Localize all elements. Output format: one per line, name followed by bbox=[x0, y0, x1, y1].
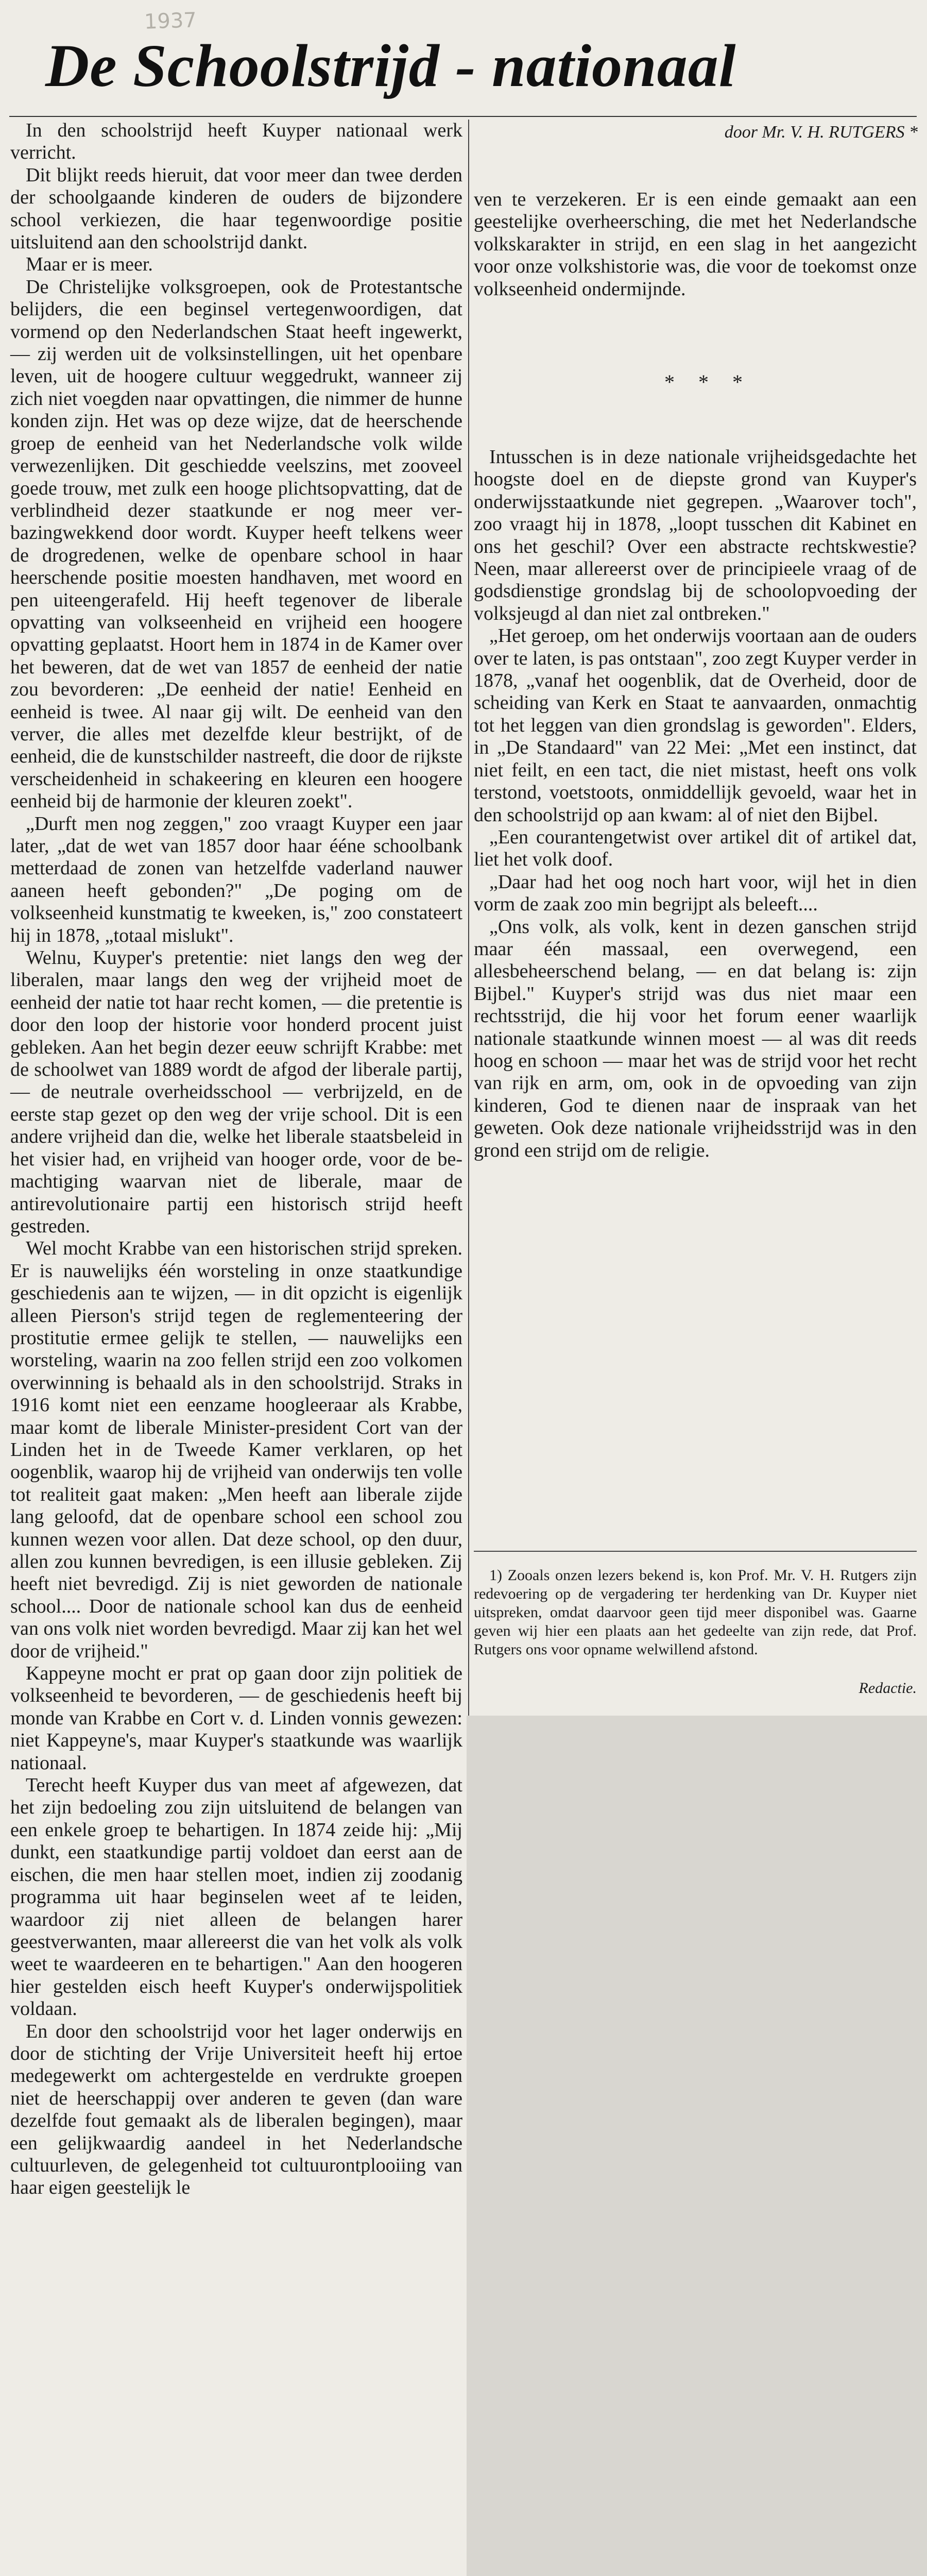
paragraph: Maar er is meer. bbox=[26, 253, 153, 276]
paragraph: In den schoolstrijd heeft Kuyper nationaal werk verricht. bbox=[10, 120, 462, 164]
paragraph: „Durft men nog zeggen," zoo vraagt Kuyper een jaar later, „dat de wet van 1857 door haar ééne schoolbank metterdaad de zonen van hetzelfde vaderland nauwer aaneen heeft gebonden?" „De poging om de volkseenheid kunstmatig te kweeken, is," zoo constateert hij in 1878, „totaal mislukt". bbox=[10, 812, 462, 946]
paragraph: Intusschen is in deze nationale vrijheidsgedachte het hoogste doel en de diepste grond van Kuyper's onderwijsstaatkunde niet gegrepen. „Waarover toch", zoo vraagt hij in 1878, „loopt tusschen dit Kabinet en ons het geschil? Over een abstracte rechtskwestie? Neen, maar allereerst over de principieele vraag of de godsdienstige grondslag bij de schoolopvoeding der volksjeugd al dan niet zal ontbreken." bbox=[474, 446, 917, 624]
right-column bbox=[474, 446, 917, 1162]
footnote-rule bbox=[474, 1551, 917, 1552]
byline: door Mr. V. H. RUTGERS * bbox=[724, 123, 918, 142]
section-break-stars: * * * bbox=[664, 370, 752, 394]
paragraph: ven te verzekeren. Er is een einde gemaakt aan een geestelijke overheersching, die met het Nederlandsche volkskarakter in strijd, en een slag in het aangezicht voor onze volkshistorie was, die voor de toekomst onze volkseenheid ondermijnde. bbox=[474, 189, 917, 300]
title-rule bbox=[9, 116, 917, 117]
article-title: De Schoolstrijd - nationaal bbox=[45, 32, 736, 99]
left-column bbox=[10, 120, 462, 2199]
paragraph: Dit blijkt reeds hieruit, dat voor meer dan twee derden der schoolgaande kinderen de ouders de bijzondere school verkiezen, die haar tegenwoordige positie uitsluitend aan den schoolstrijd dankt. bbox=[10, 164, 462, 253]
paragraph: De Christelijke volksgroepen, ook de Protestantsche belijders, die een beginsel vertegenwoordigen, dat vormend op den Nederlandschen Staat heeft ingewerkt, — zij werden uit de volksinstellingen, uit het openbare leven, uit de hoogere cultuur weggedrukt, wanneer zij zich niet voegden naar opvattingen, die nimmer de hunne konden zijn. Het was op deze wijze, dat de heerschende groep de eenheid van het Nederlandsche volk wilde verwezenlijken. Dit geschiedde veelszins, met zooveel goede trouw, met zulk een hooge plichtsopvatting, dat de verblindheid dezer staatkunde er nog meer verbazingwekkend door wordt. Kuyper heeft telkens weer de drogredenen, welke de openbare school in haar heerschende positie moesten handhaven, met woord en pen uiteengerafeld. Hij heeft tegenover de liberale opvatting van volkseenheid en vrijheid een hoogere opvatting geplaatst. Hoort hem in 1874 in de Kamer over het beweren, dat de wet van 1857 de eenheid der natie zou bevorderen: „De eenheid der natie! Eenheid en eenheid is twee. Al naar gij wilt. De eenheid van den verver, die alles met dezelfde kleur bestrijkt, of de eenheid, die de kunstschilder nastreeft, die door de rijkste verscheidenheid in schakeering en kleuren een hoogere eenheid bij de harmonie der kleuren zoekt". bbox=[10, 276, 462, 812]
paragraph: Kappeyne mocht er prat op gaan door zijn politiek de volkseenheid te bevorderen, — de geschiedenis heeft bij monde van Krabbe en Cort v. d. Linden vonnis gewezen: niet Kappeyne's, maar Kuyper's staatkunde was waarlijk nationaal. bbox=[10, 1663, 462, 1774]
right-column-top bbox=[474, 189, 917, 300]
clipping-background bbox=[467, 1716, 927, 2576]
paragraph: Wel mocht Krabbe van een historischen strijd spreken. Er is nauwelijks één worsteling in onze staatkundige geschiedenis aan te wijzen, — in dit opzicht is eigenlijk alleen Pierson's strijd tegen de reglementeering der prostitutie ermee gelijk te stellen, — nauwelijks een worsteling, waarin na zoo fellen strijd een zoo volkomen overwinning is behaald als in den schoolstrijd. Straks in 1916 komt niet een eenzame hoogleeraar als Krabbe, maar komt de liberale Minister-president Cort van der Linden het in de Tweede Kamer verklaren, op het oogenblik, waarop hij de vrijheid van onderwijs ten volle tot realiteit gaat maken: „Men heeft aan liberale zijde lang geloofd, dat de openbare school een school zou kunnen wezen voor allen. Dat deze school, op den duur, allen zou kunnen bevredigen, is een illusie gebleken. Zij heeft niet bevredigd. Zij is niet geworden de nationale school.... Door de nationale school kan dus de eenheid van ons volk niet worden bevredigd. Maar zij kan het wel door de vrijheid." bbox=[10, 1238, 462, 1662]
paragraph: En door den schoolstrijd voor het lager onderwijs en door de stichting der Vrije Universiteit heeft hij ertoe medegewerkt om achtergestelde en verdrukte groepen niet de heerschappij over anderen te geven (dan ware dezelfde fout gemaakt als de liberalen begingen), maar een gelijkwaardig aandeel in het Nederlandsche cultuurleven, de gelegenheid tot cultuurontplooiing van haar eigen geestelijk le bbox=[10, 2020, 462, 2199]
paragraph: „Ons volk, als volk, kent in dezen ganschen strijd maar één massaal, een overwegend, een allesbeheerschend belang, — en dat belang is: zijn Bijbel." Kuyper's strijd was dus niet maar een rechtsstrijd, die hij voor het forum eener waarlijk nationale staatkunde winnen moest — al was dit reeds hoog en schoon — maar het was de strijd voor het recht van rijk en arm, om, ook in de opvoeding van zijn kinderen, God te dienen naar de inspraak van het geweten. Ook deze nationale vrijheidsstrijd was in den grond een strijd om de religie. bbox=[474, 916, 917, 1161]
paragraph: „Daar had het oog noch hart voor, wijl het in dien vorm de zaak zoo min begrijpt als beleeft.... bbox=[474, 871, 917, 916]
handwritten-date: 1937 bbox=[144, 8, 197, 34]
footnote-text: 1) Zooals onzen lezers bekend is, kon Prof. Mr. V. H. Rutgers zijn redevoering op de vergadering ter herdenking van Dr. Kuyper niet uitspreken, omdat daarvoor geen tijd meer disponibel was. Gaarne geven wij hier een plaats aan het gedeelte van zijn rede, dat Prof. Rutgers ons voor opname welwillend afstond. bbox=[474, 1567, 917, 1658]
footnote-signature: Redactie. bbox=[859, 1680, 917, 1697]
paragraph: „Een courantengetwist over artikel dit of artikel dat, liet het volk doof. bbox=[474, 826, 917, 871]
paragraph: Terecht heeft Kuyper dus van meet af afgewezen, dat het zijn bedoeling zou zijn uitsluitend de belangen van een enkele groep te behartigen. In 1874 zeide hij: „Mij dunkt, een staatkundige partij voldoet dan eerst aan de eischen, die men haar stellen moet, indien zij zoodanig programma uit haar beginselen weet af te leiden, waardoor zij niet alleen de belangen harer geestverwanten, maar allereerst die van het volk als volk weet te waardeeren en te behartigen." Aan den hoogeren hier gestelden eisch heeft Kuyper's onderwijspolitiek voldaan. bbox=[10, 1774, 462, 2020]
paragraph: Welnu, Kuyper's pretentie: niet langs den weg der liberalen, maar langs den weg der vrijheid moet de eenheid der natie tot haar recht komen, — die pretentie is door den loop der historie voor honderd procent juist gebleken. Aan het begin dezer eeuw schrijft Krabbe: met de schoolwet van 1889 wordt de afgod der liberale partij, — de neutrale overheidsschool — verbrijzeld, en de eerste stap gezet op den weg der vrije school. Dit is een andere vrijheid dan die, welke het liberale staatsbeleid in het visier had, en vrijheid van hooger orde, voor de bemachtiging waarvan niet de liberale, maar de antirevolutionaire partij een historisch strijd heeft gestreden. bbox=[10, 947, 462, 1237]
paragraph: „Het geroep, om het onderwijs voortaan aan de ouders over te laten, is pas ontstaan", zoo zegt Kuyper verder in 1878, „vanaf het oogenblik, dat de Overheid, door de scheiding van Kerk en Staat te aanvaarden, onmachtig tot het leggen van dien grondslag is geworden". Elders, in „De Standaard" van 22 Mei: „Met een instinct, dat niet feilt, en een tact, die niet mistast, heeft ons volk terstond, voetstoots, onmiddellijk gevoeld, waar het in den schoolstrijd op aan kwam: al of niet den Bijbel. bbox=[474, 625, 917, 826]
footnote bbox=[474, 1566, 917, 1659]
